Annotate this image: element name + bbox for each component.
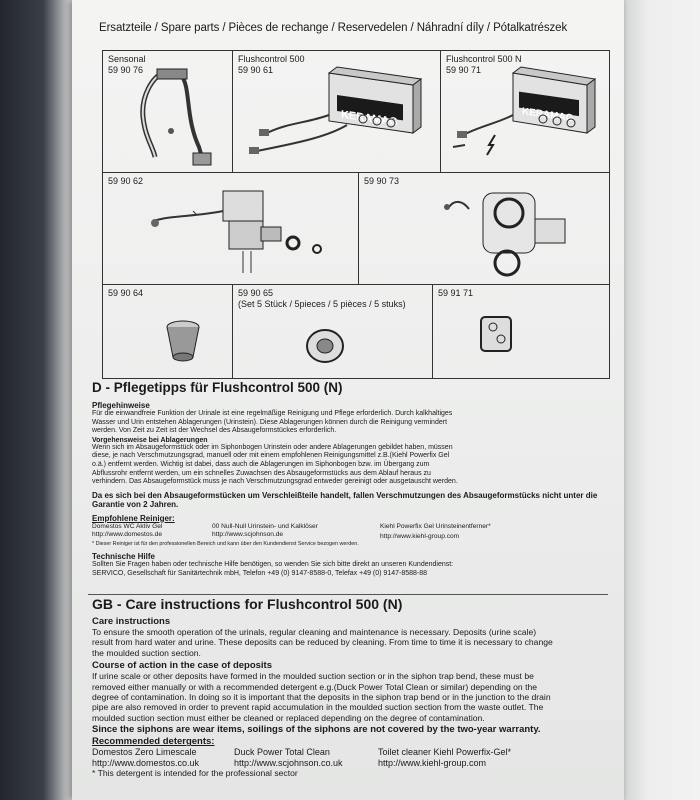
- cleaner-item: 00 Null-Null Urinstein- und Kalklöser http://www.scjohnson.de: [212, 522, 318, 538]
- english-recommended-heading: Recommended detergents:: [92, 736, 215, 748]
- english-care-text: To ensure the smooth operation of the urinals, regular cleaning and maintenance is necessary. Deposits (urine scale) result from hard water and urine. These deposits can be reduced by cleaning. From time to time it is necessary to change the moulded suction section.: [92, 627, 553, 658]
- cleaner-item: Duck Power Total Clean http://www.scjohnson.co.uk: [234, 747, 343, 768]
- part-cell: [359, 173, 609, 284]
- english-warranty: Since the siphons are wear items, soilings of the siphons are not covered by the two-year warranty.: [92, 724, 541, 736]
- valve-assembly-illustration: [133, 181, 353, 281]
- german-section: [92, 380, 602, 578]
- filter-insert-illustration: [153, 317, 213, 367]
- part-code: 59 90 76: [108, 65, 144, 75]
- part-code: 59 90 64: [108, 288, 144, 298]
- part-code: 59 90 71: [446, 65, 482, 75]
- part-code: 59 90 73: [364, 176, 400, 186]
- english-footnote: * This detergent is intended for the professional sector: [92, 768, 298, 779]
- part-code: 59 90 65: [238, 288, 274, 298]
- part-cell: [441, 51, 607, 172]
- part-code: 59 90 61: [238, 65, 274, 75]
- cleaner-item: Toilet cleaner Kiehl Powerfix-Gel* http://www.kiehl-group.com: [378, 747, 512, 768]
- sensor-hose-illustration: [113, 67, 223, 167]
- part-cell: [233, 51, 441, 172]
- control-box-illustration: [237, 63, 437, 163]
- spare-parts-table: [102, 50, 610, 379]
- part-name: Sensonal: [108, 54, 146, 64]
- english-deposits-heading: Course of action in the case of deposits: [92, 660, 273, 672]
- german-cleaners: [92, 523, 602, 541]
- german-deposits-text: Wenn sich im Absaugeformstück oder im Siphonbogen Urinstein oder andere Ablagerungen gebildet haben, müssen diese, je nach Verschmutzungsgrad, manuell oder mit einem empfohlenen Reinigungsmittel z.B.(Kiehl Powerfix Gel o.ä.) entfernt werden. Wichtig ist dabei, dass auch die Ablagerungen im Siphonbogen bzw. im Übergang zum Abflussrohr entfernt werden, um ein schnelles Zuwachsen des Absaugeformstücks aus dem Ablauf heraus zu verhindern. Das Absaugeformstück muss je nach Verschmutzungsgrad entweder gereinigt oder ausgetauscht werden.: [92, 443, 458, 486]
- german-help-text: Sollten Sie Fragen haben oder technische Hilfe benötigen, so wenden Sie sich bitte direkt an unseren Kundendienst: SERVICO, Gesellschaft für Sanitärtechnik mbH, Telefon +49 (0) 9147-8588-0, Telefax +49 (0) 9147-8588-88: [92, 560, 454, 577]
- part-set-note: (Set 5 Stück / 5pieces / 5 pièces / 5 stuks): [238, 299, 406, 309]
- german-care-text: Für die einwandfreie Funktion der Urinale ist eine regelmäßige Reinigung und Pflege erforderlich. Durch kalkhaltiges Wasser und Urin entstehen Ablagerungen (Urinstein). Diese Ablagerungen können durch die Reinigung vermindert werden. Von Zeit zu Zeit ist der Wechsel des Absaugeformstückes erforderlich.: [92, 410, 453, 435]
- part-name: Flushcontrol 500: [238, 54, 305, 64]
- control-box-n-illustration: [443, 63, 603, 163]
- spare-parts-header: Ersatzteile / Spare parts / Pièces de rechange / Reservedelen / Náhradní díly / Pótalkatrészek: [99, 22, 568, 34]
- parts-row: [103, 173, 609, 285]
- english-deposits-text: If urine scale or other deposits have formed in the moulded suction section or in the siphon trap bend, these must be removed either manually or with a recommended detergent e.g.(Duck Power Total Clean or similar) depending on the degree of contamination. In doing so it is important that the deposits in the siphon trap bend or in the junction to the drain pipe are also removed in order to prevent rapid accumulation in the moulded suction section from the waste outlet. The moulded suction section must either be cleaned or replaced depending on the degree of contamination.: [92, 671, 551, 723]
- siphon-illustration: [399, 179, 599, 279]
- background-right: [620, 0, 700, 800]
- german-warranty: Da es sich bei den Absaugeformstücken um Verschleißteile handelt, fallen Verschmutzungen des Absaugeformstücks nicht unter die Garantie von 2 Jahren.: [92, 490, 598, 510]
- part-cell: [233, 285, 433, 378]
- english-care-heading: Care instructions: [92, 616, 171, 627]
- background-left: [0, 0, 72, 800]
- german-deposits-heading: Vorgehensweise bei Ablagerungen: [92, 436, 208, 444]
- german-help-heading: Technische Hilfe: [92, 551, 155, 561]
- german-recommended-heading: Empfohlene Reiniger:: [92, 513, 175, 523]
- cleaner-item: Kiehl Powerfix Gel Urinsteinentferner* http://www.kiehl-group.com: [380, 522, 491, 540]
- part-code: 59 91 71: [438, 288, 474, 298]
- part-code: 59 90 62: [108, 176, 144, 186]
- german-title: D - Pflegetipps für Flushcontrol 500 (N): [92, 380, 343, 395]
- cleaner-item: Domestos Zero Limescale http://www.domestos.co.uk: [92, 747, 200, 768]
- parts-row: [103, 51, 609, 173]
- english-title: GB - Care instructions for Flushcontrol 500 (N): [92, 596, 403, 612]
- parts-row: [103, 285, 609, 378]
- instruction-sheet: [72, 0, 624, 800]
- part-cell: [103, 51, 233, 172]
- english-section: [92, 596, 602, 778]
- part-cell: [433, 285, 609, 378]
- brand-logo: KERAMAG: [522, 106, 574, 125]
- part-name: Flushcontrol 500 N: [446, 54, 522, 64]
- german-care-heading: Pflegehinweise: [92, 401, 150, 410]
- german-footnote: * Dieser Reiniger ist für den professionellen Bereich und kann über den Kundendienst Service bezogen werden.: [92, 540, 359, 547]
- brand-logo: KERAMAG: [341, 108, 398, 129]
- part-cell: [103, 173, 359, 284]
- section-divider: [88, 594, 608, 595]
- part-cell: [103, 285, 233, 378]
- power-bolt-icon: [487, 135, 495, 155]
- clip-illustration: [473, 309, 523, 359]
- seal-ring-illustration: [295, 321, 355, 371]
- cleaner-item: Domestos WC Aktiv Gel http://www.domestos.de: [92, 522, 163, 538]
- english-cleaners: [92, 747, 602, 768]
